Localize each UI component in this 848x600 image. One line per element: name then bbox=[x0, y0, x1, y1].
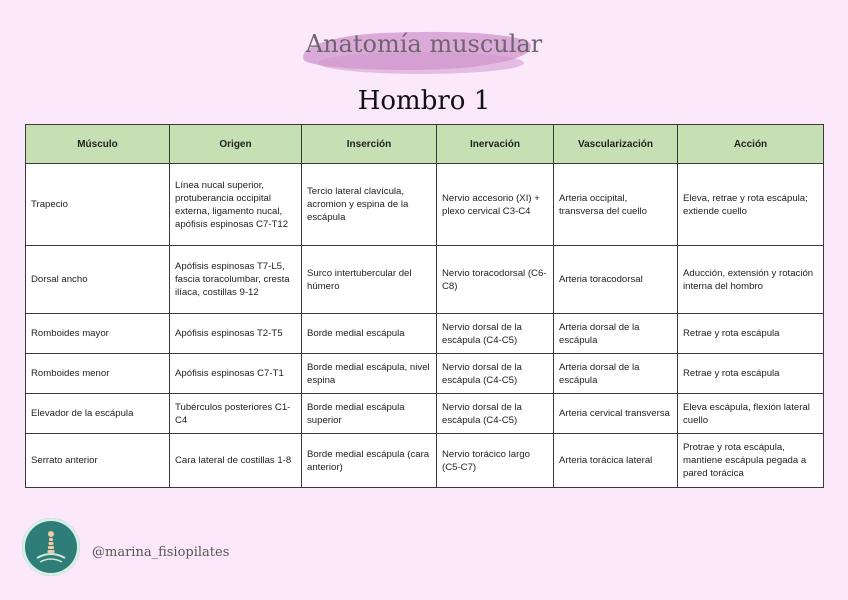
column-header: Inervación bbox=[437, 125, 554, 164]
table-cell: Trapecio bbox=[26, 164, 170, 246]
table-cell: Línea nucal superior, protuberancia occipital externa, ligamento nucal, apófisis espinosas C7-T12 bbox=[170, 164, 302, 246]
table-cell: Retrae y rota escápula bbox=[678, 314, 824, 354]
table-cell: Arteria toracodorsal bbox=[554, 246, 678, 314]
table-cell: Nervio dorsal de la escápula (C4-C5) bbox=[437, 314, 554, 354]
table-cell: Surco intertubercular del húmero bbox=[302, 246, 437, 314]
page-title: Anatomía muscular bbox=[305, 30, 543, 58]
table-row bbox=[26, 246, 824, 314]
table-cell: Eleva, retrae y rota escápula; extiende cuello bbox=[678, 164, 824, 246]
column-header: Inserción bbox=[302, 125, 437, 164]
anatomy-table bbox=[25, 124, 824, 488]
table-cell: Apófisis espinosas C7-T1 bbox=[170, 354, 302, 394]
page-subtitle: Hombro 1 bbox=[357, 86, 491, 116]
table-cell: Tubérculos posteriores C1-C4 bbox=[170, 394, 302, 434]
table-cell: Nervio dorsal de la escápula (C4-C5) bbox=[437, 394, 554, 434]
table-cell: Nervio accesorio (XI) + plexo cervical C3-C4 bbox=[437, 164, 554, 246]
table-row bbox=[26, 434, 824, 488]
table-cell: Borde medial escápula, nivel espina bbox=[302, 354, 437, 394]
table-cell: Romboides mayor bbox=[26, 314, 170, 354]
table-row bbox=[26, 164, 824, 246]
column-header: Origen bbox=[170, 125, 302, 164]
table-row bbox=[26, 314, 824, 354]
table-cell: Borde medial escápula superior bbox=[302, 394, 437, 434]
table-cell: Borde medial escápula (cara anterior) bbox=[302, 434, 437, 488]
column-header: Vascularización bbox=[554, 125, 678, 164]
table-cell: Romboides menor bbox=[26, 354, 170, 394]
table-cell: Nervio dorsal de la escápula (C4-C5) bbox=[437, 354, 554, 394]
table-cell: Arteria dorsal de la escápula bbox=[554, 354, 678, 394]
table-cell: Arteria cervical transversa bbox=[554, 394, 678, 434]
table-cell: Tercio lateral clavícula, acromion y espina de la escápula bbox=[302, 164, 437, 246]
spine-logo-icon bbox=[22, 518, 80, 576]
social-handle[interactable]: @marina_fisiopilates bbox=[92, 545, 230, 560]
table-cell: Elevador de la escápula bbox=[26, 394, 170, 434]
column-header: Acción bbox=[678, 125, 824, 164]
table-cell: Retrae y rota escápula bbox=[678, 354, 824, 394]
table-cell: Arteria occipital, transversa del cuello bbox=[554, 164, 678, 246]
table-cell: Protrae y rota escápula, mantiene escápula pegada a pared torácica bbox=[678, 434, 824, 488]
table-cell: Dorsal ancho bbox=[26, 246, 170, 314]
table-cell: Serrato anterior bbox=[26, 434, 170, 488]
spine-icon bbox=[34, 528, 68, 566]
table-row bbox=[26, 394, 824, 434]
table-cell: Arteria dorsal de la escápula bbox=[554, 314, 678, 354]
table-row bbox=[26, 354, 824, 394]
table-cell: Borde medial escápula bbox=[302, 314, 437, 354]
table-cell: Apófisis espinosas T2-T5 bbox=[170, 314, 302, 354]
column-header: Músculo bbox=[26, 125, 170, 164]
table-cell: Cara lateral de costillas 1-8 bbox=[170, 434, 302, 488]
table-cell: Nervio toracodorsal (C6-C8) bbox=[437, 246, 554, 314]
table-cell: Eleva escápula, flexión lateral cuello bbox=[678, 394, 824, 434]
table-header-row bbox=[26, 125, 824, 164]
table-cell: Arteria torácica lateral bbox=[554, 434, 678, 488]
table-cell: Aducción, extensión y rotación interna del hombro bbox=[678, 246, 824, 314]
table-cell: Apófisis espinosas T7-L5, fascia toracolumbar, cresta ilíaca, costillas 9-12 bbox=[170, 246, 302, 314]
table-cell: Nervio torácico largo (C5-C7) bbox=[437, 434, 554, 488]
